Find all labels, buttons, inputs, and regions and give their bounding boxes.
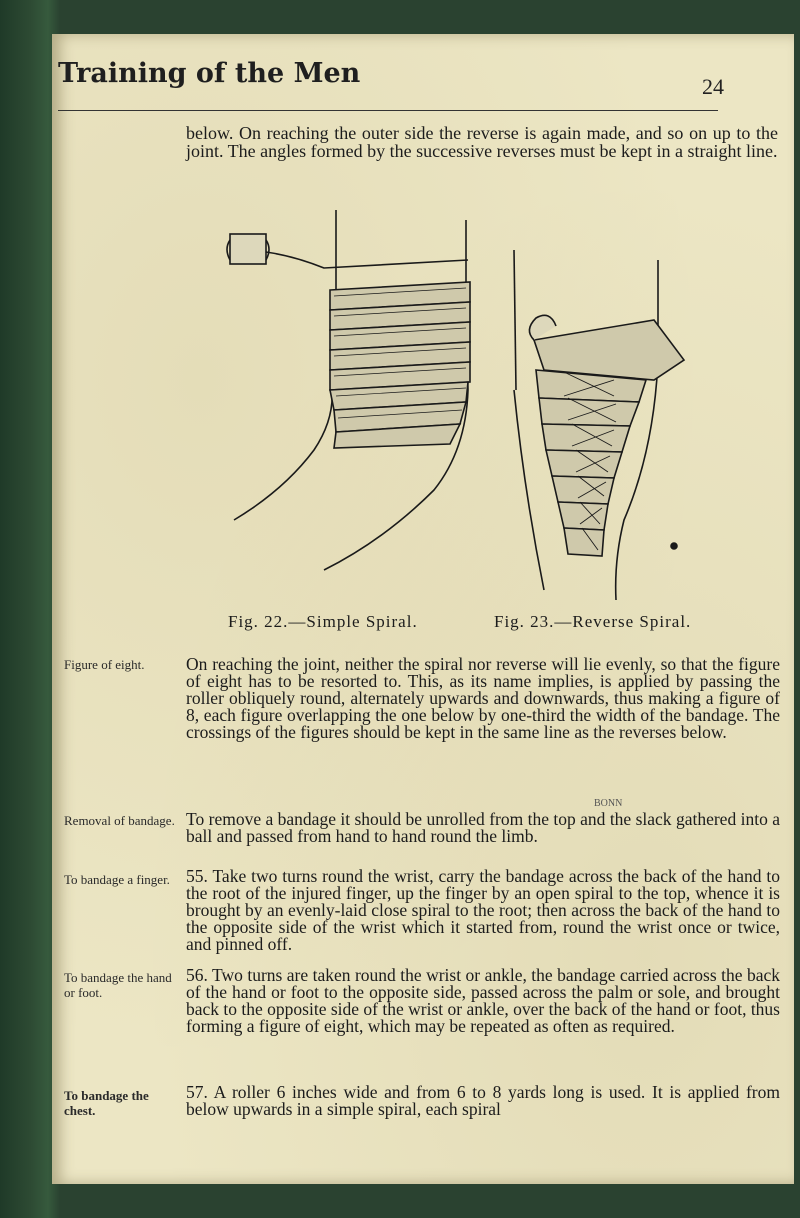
paragraph-finger	[186, 868, 780, 953]
header-rule	[58, 110, 718, 111]
page-number: 24	[702, 74, 724, 99]
bandage-illustrations	[184, 190, 784, 610]
margin-note-figure-eight: Figure of eight.	[64, 657, 145, 672]
margin-note-removal: Removal of bandage.	[64, 813, 175, 828]
paragraph-figure-eight-text: On reaching the joint, neither the spiral nor reverse will lie evenly, so that the figure of eight has to be resorted to. This, as its name implies, is applied by passing the roller obliquely round, alternately upwards and downwards, thus making a figure of 8, each figure overlapping the one below by one-third the width of the bandage. The crossings of the figures should be kept in the same line as the reverses below.	[186, 654, 780, 742]
reverse-bandage-turns	[534, 320, 684, 556]
figure-22-caption: Fig. 22.—Simple Spiral.	[228, 612, 418, 631]
running-title: Training of the Men	[58, 58, 361, 89]
spiral-bandage-turns	[330, 282, 470, 448]
library-stamp: BONN	[594, 798, 623, 809]
paragraph-hand-foot	[186, 967, 780, 1035]
intro-paragraph: below. On reaching the outer side the reverse is again made, and so on up to the joint. The angles formed by the successive reverses must be kept in a straight line.	[186, 123, 778, 161]
page-header	[58, 54, 738, 116]
figure-23-caption: Fig. 23.—Reverse Spiral.	[494, 612, 692, 631]
paragraph-chest	[186, 1084, 780, 1118]
margin-note-hand-foot: To bandage the hand or foot.	[64, 970, 172, 1000]
margin-note-finger: To bandage a finger.	[64, 872, 170, 887]
paragraph-chest-text: 57. A roller 6 inches wide and from 6 to 8 yards long is used. It is applied from below upwards in a simple spiral, each spiral	[186, 1082, 780, 1119]
paragraph-removal-text: To remove a bandage it should be unrolled from the top and the slack gathered into a ball and passed from hand to hand round the limb.	[186, 809, 780, 846]
paragraph-figure-eight	[186, 656, 780, 741]
figures-block	[184, 190, 784, 650]
reverse-spiral-figure	[514, 250, 684, 600]
margin-note-chest: To bandage the chest.	[64, 1088, 149, 1118]
paragraph-removal	[186, 811, 780, 845]
simple-spiral-figure	[227, 210, 470, 570]
paragraph-finger-text: 55. Take two turns round the wrist, carry the bandage across the back of the hand to the root of the injured finger, up the finger by an open spiral to the top, whence it is brought by an evenly-laid close spiral to the root; then across the back of the hand to the opposite side of the wrist which it started from, round the wrist once or twice, and pinned off.	[186, 866, 780, 954]
paragraph-hand-foot-text: 56. Two turns are taken round the wrist or ankle, the bandage carried across the back of the hand or foot to the opposite side, passed across the palm or sole, and brought back to the opposite side of the wrist or ankle, over the back of the hand or foot, thus forming a figure of eight, which may be repeated as often as required.	[186, 965, 780, 1036]
